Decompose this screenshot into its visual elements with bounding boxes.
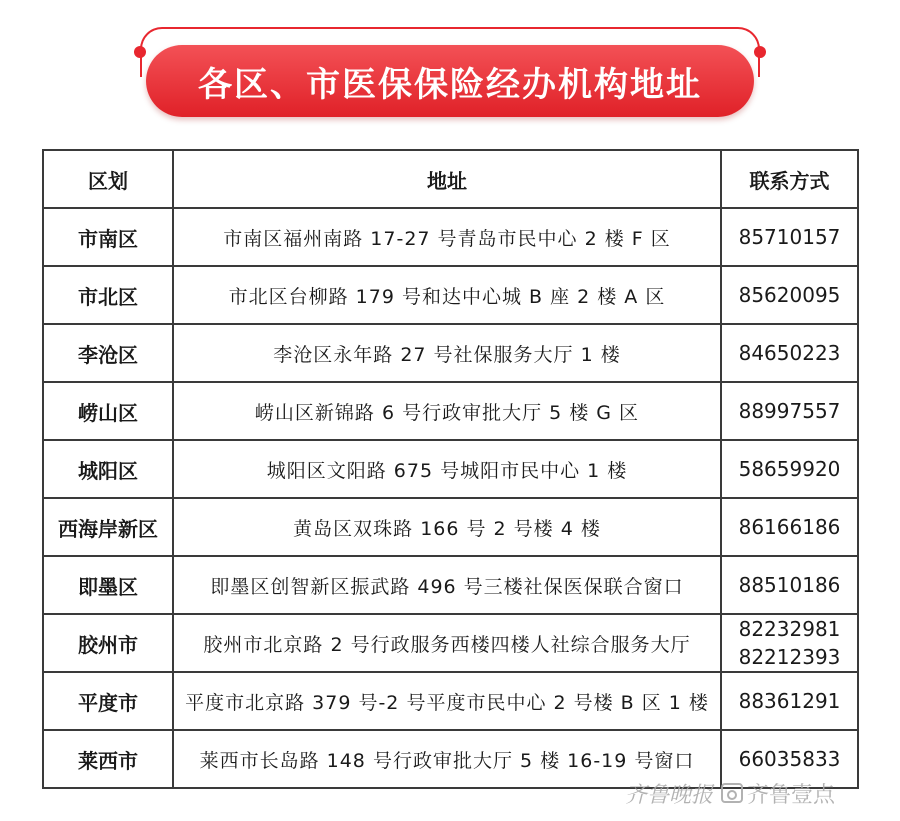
district-cell: 西海岸新区 — [43, 498, 173, 556]
banner-left-dot — [134, 46, 146, 58]
phone-number: 84650223 — [738, 341, 841, 365]
page-title: 各区、市医保保险经办机构地址 — [198, 64, 702, 105]
table-row — [43, 498, 858, 556]
column-header-address: 地址 — [173, 150, 721, 208]
address-cell: 崂山区新锦路 6 号行政审批大厅 5 楼 G 区 — [173, 382, 721, 440]
address-cell: 莱西市长岛路 148 号行政审批大厅 5 楼 16-19 号窗口 — [173, 730, 721, 788]
address-cell: 市南区福州南路 17-27 号青岛市民中心 2 楼 F 区 — [173, 208, 721, 266]
column-header-district: 区划 — [43, 150, 173, 208]
address-cell: 城阳区文阳路 675 号城阳市民中心 1 楼 — [173, 440, 721, 498]
address-cell: 李沧区永年路 27 号社保服务大厅 1 楼 — [173, 324, 721, 382]
table-row — [43, 382, 858, 440]
district-cell: 胶州市 — [43, 614, 173, 672]
watermark-logo — [721, 778, 835, 809]
address-table — [42, 149, 859, 789]
district-cell: 平度市 — [43, 672, 173, 730]
phone-number: 85620095 — [738, 283, 841, 307]
phone-number: 66035833 — [738, 747, 841, 771]
table-row — [43, 614, 858, 672]
phone-cell — [721, 440, 858, 498]
phone-cell — [721, 324, 858, 382]
phone-number: 82212393 — [738, 645, 841, 669]
district-cell: 市北区 — [43, 266, 173, 324]
phone-cell — [721, 556, 858, 614]
table-row — [43, 208, 858, 266]
table-row — [43, 556, 858, 614]
phone-number: 88361291 — [738, 689, 841, 713]
phone-cell — [721, 672, 858, 730]
phone-cell — [721, 266, 858, 324]
title-banner — [146, 45, 754, 117]
phone-number: 88997557 — [738, 399, 841, 423]
district-cell: 市南区 — [43, 208, 173, 266]
table-header-row — [43, 150, 858, 208]
phone-number: 82232981 — [738, 617, 841, 641]
district-cell: 即墨区 — [43, 556, 173, 614]
address-cell: 即墨区创智新区振武路 496 号三楼社保医保联合窗口 — [173, 556, 721, 614]
banner-right-dot — [754, 46, 766, 58]
district-cell: 莱西市 — [43, 730, 173, 788]
district-cell: 崂山区 — [43, 382, 173, 440]
phone-cell — [721, 614, 858, 672]
column-header-contact: 联系方式 — [721, 150, 858, 208]
table-row — [43, 266, 858, 324]
phone-cell — [721, 382, 858, 440]
address-cell: 黄岛区双珠路 166 号 2 号楼 4 楼 — [173, 498, 721, 556]
watermark — [625, 776, 835, 810]
district-cell: 城阳区 — [43, 440, 173, 498]
address-cell: 平度市北京路 379 号-2 号平度市民中心 2 号楼 B 区 1 楼 — [173, 672, 721, 730]
address-cell: 胶州市北京路 2 号行政服务西楼四楼人社综合服务大厅 — [173, 614, 721, 672]
phone-number: 58659920 — [738, 457, 841, 481]
table-row — [43, 324, 858, 382]
table-row — [43, 440, 858, 498]
watermark-right-text: 齐鲁壹点 — [747, 782, 836, 808]
phone-number: 88510186 — [738, 573, 841, 597]
phone-cell — [721, 208, 858, 266]
watermark-left-text: 齐鲁晚报 — [625, 782, 714, 808]
district-cell: 李沧区 — [43, 324, 173, 382]
phone-number: 85710157 — [738, 225, 841, 249]
phone-cell — [721, 498, 858, 556]
phone-number: 86166186 — [738, 515, 841, 539]
table-row — [43, 672, 858, 730]
address-cell: 市北区台柳路 179 号和达中心城 B 座 2 楼 A 区 — [173, 266, 721, 324]
watermark-camera-icon — [721, 783, 743, 803]
